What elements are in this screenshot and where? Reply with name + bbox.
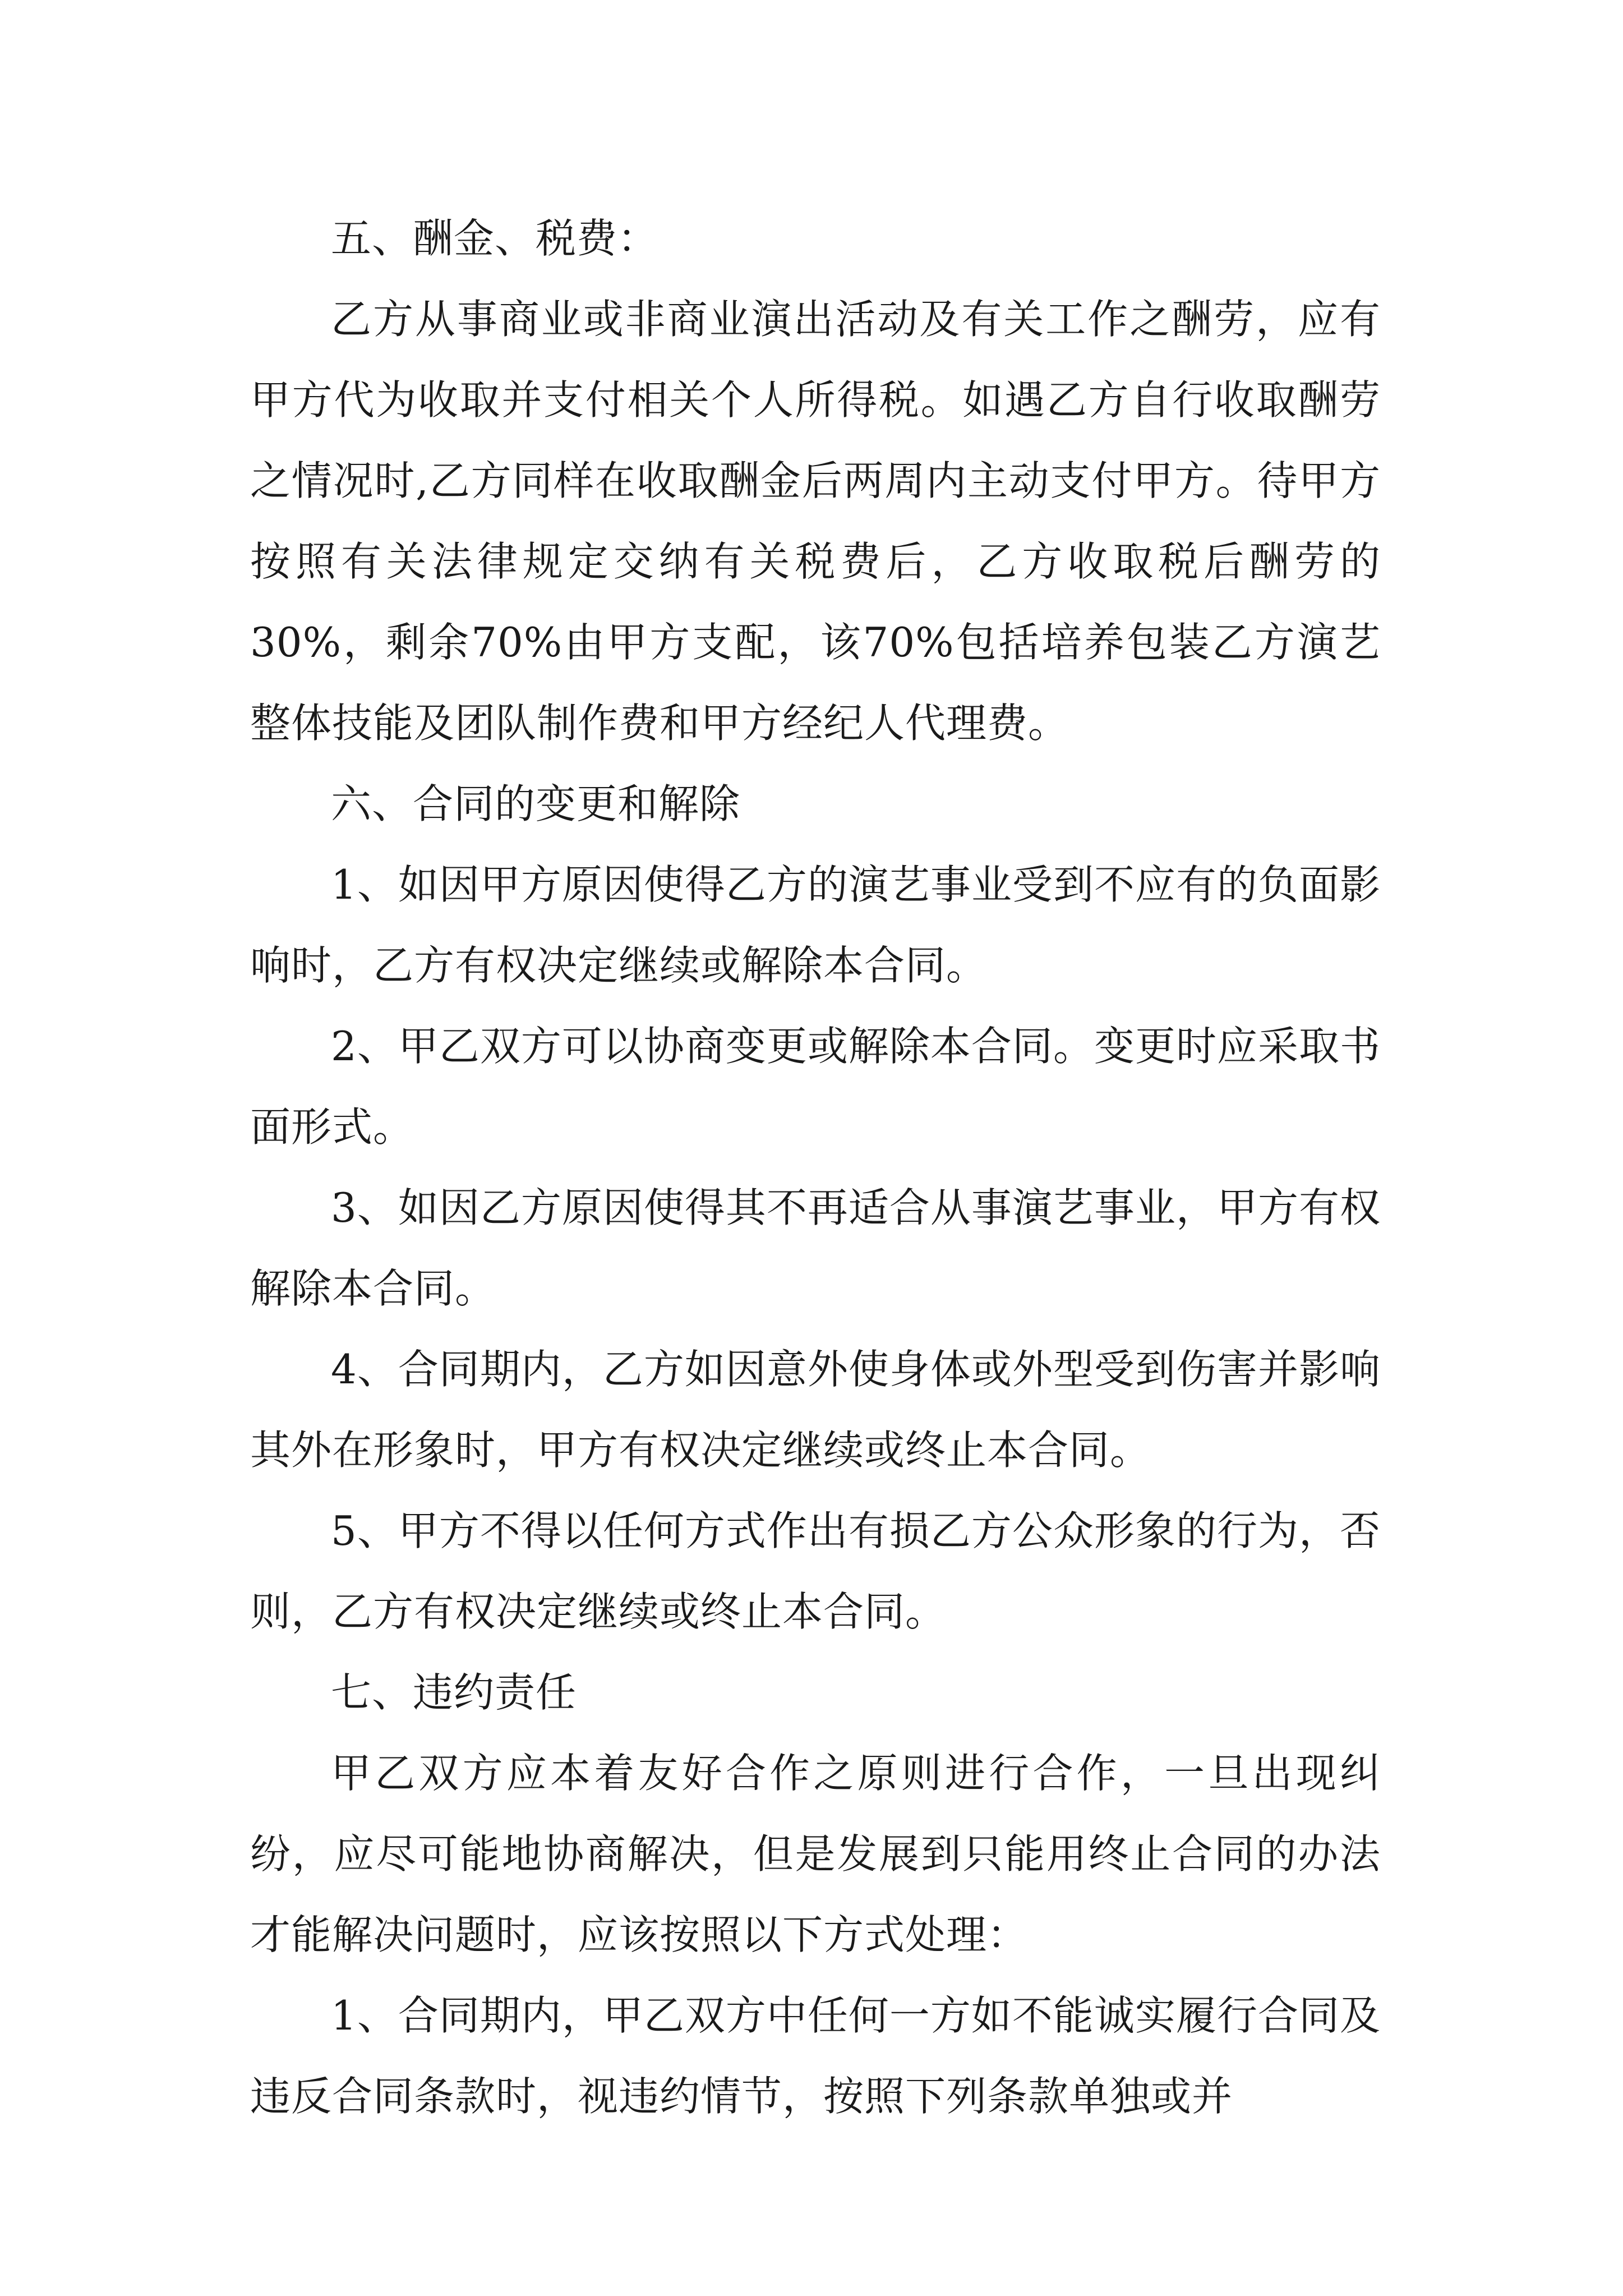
section-heading-remuneration-taxes: 五、酬金、税费： — [331, 215, 659, 262]
clause-6-4: 4、合同期内，乙方如因意外使身体或外型受到伤害并影响其外在形象时，甲方有权决定继续或终止本合同。 — [250, 1346, 1381, 1474]
section-heading-contract-change-termination: 六、合同的变更和解除 — [331, 780, 741, 827]
paragraph-breach-principle: 甲乙双方应本着友好合作之原则进行合作，一旦出现纠纷，应尽可能地协商解决，但是发展到只能用终止合同的办法才能解决问题时，应该按照以下方式处理： — [250, 1750, 1381, 1958]
clause-6-3: 3、如因乙方原因使得其不再适合从事演艺事业，甲方有权解除本合同。 — [250, 1184, 1381, 1312]
clause-7-1: 1、合同期内，甲乙双方中任何一方如不能诚实履行合同及违反合同条款时，视违约情节，按照下列条款单独或并 — [250, 1992, 1381, 2120]
paragraph-remuneration-terms: 乙方从事商业或非商业演出活动及有关工作之酬劳，应有甲方代为收取并支付相关个人所得税。如遇乙方自行收取酬劳之情况时,乙方同样在收取酬金后两周内主动支付甲方。待甲方按照有关法律规定交纳有关税费后，乙方收取税后酬劳的30%，剩余70%由甲方支配，该70%包括培养包装乙方演艺整体技能及团队制作费和甲方经纪人代理费。 — [250, 296, 1381, 747]
section-heading-breach-liability: 七、违约责任 — [331, 1669, 577, 1716]
clause-6-2: 2、甲乙双方可以协商变更或解除本合同。变更时应采取书面形式。 — [250, 1023, 1381, 1151]
clause-6-1: 1、如因甲方原因使得乙方的演艺事业受到不应有的负面影响时，乙方有权决定继续或解除本合同。 — [250, 861, 1381, 989]
clause-6-5: 5、甲方不得以任何方式作出有损乙方公众形象的行为，否则，乙方有权决定继续或终止本合同。 — [250, 1507, 1381, 1635]
document-body — [250, 198, 1381, 2137]
